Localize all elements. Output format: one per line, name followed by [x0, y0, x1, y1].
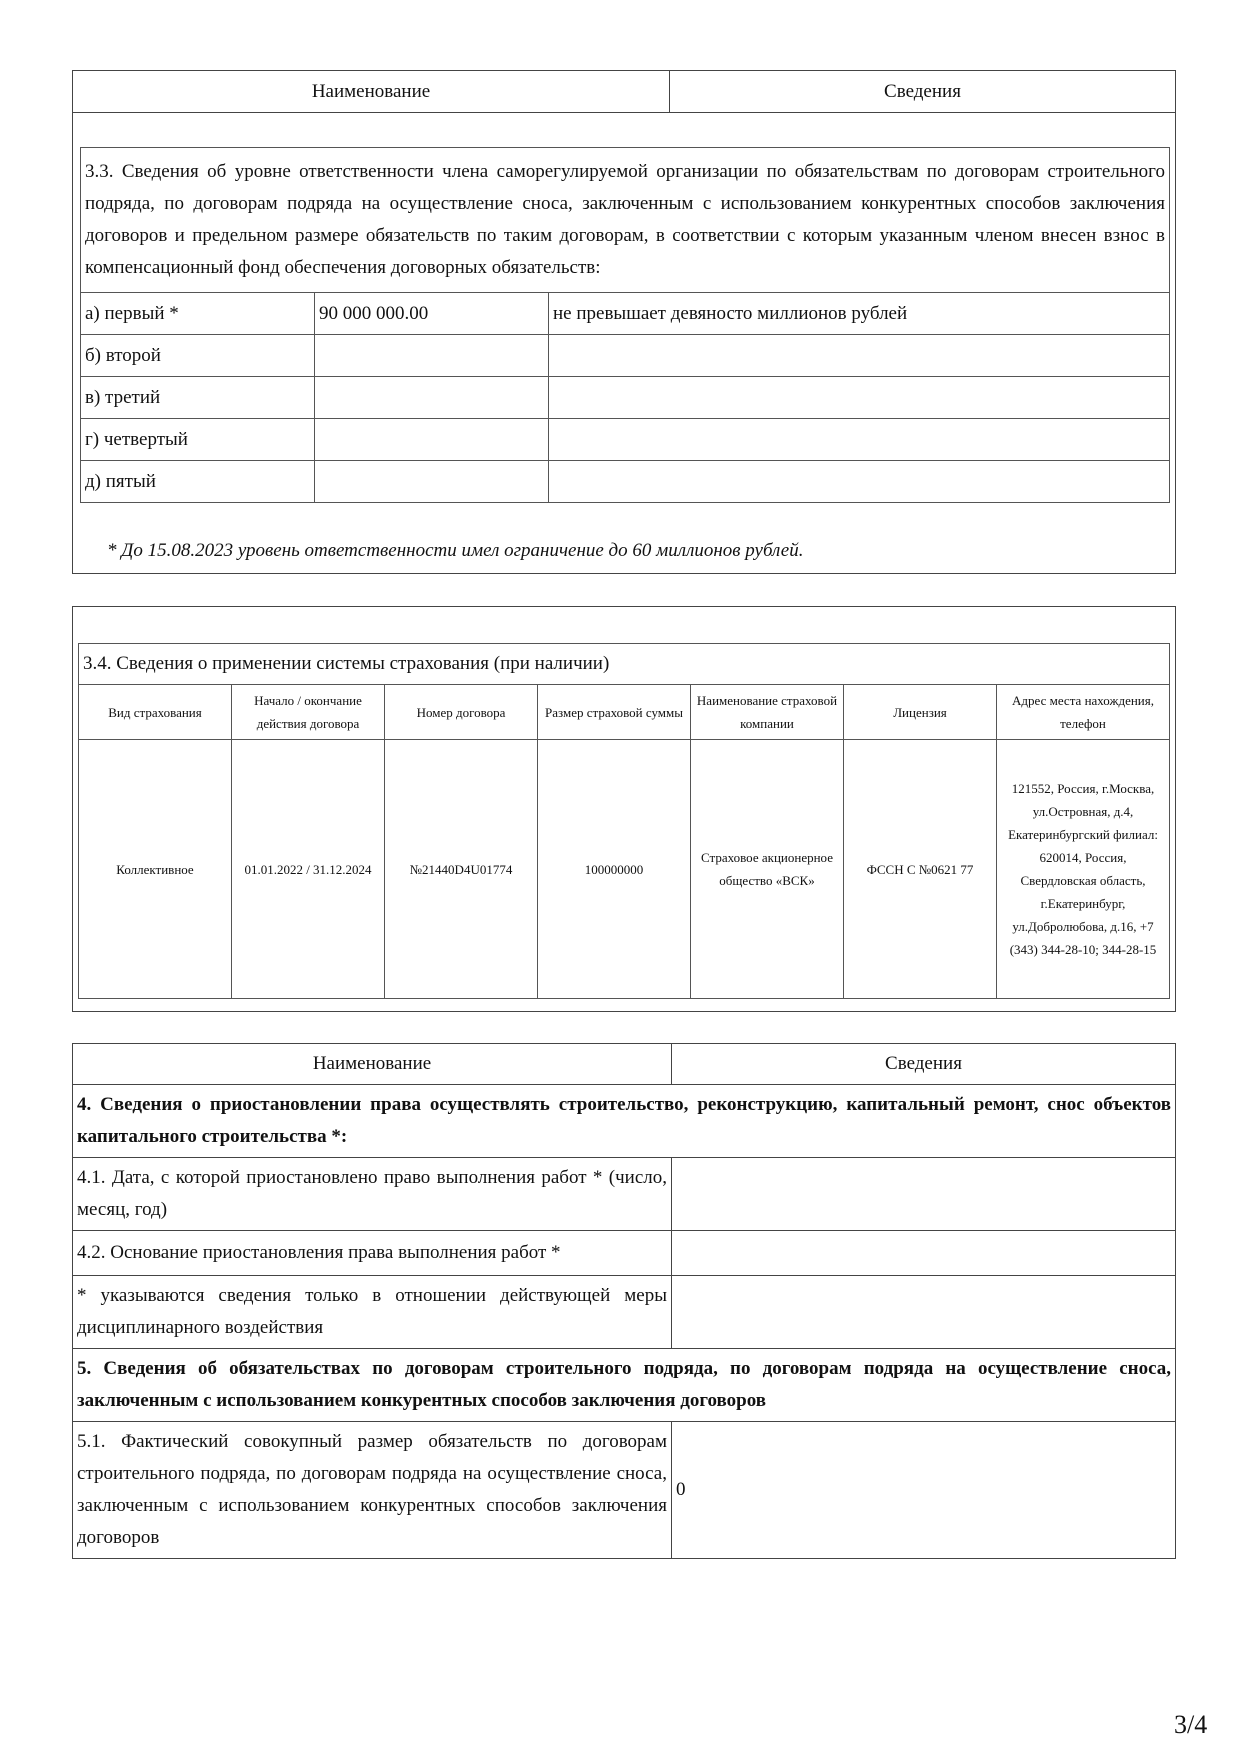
responsibility-footnote: * До 15.08.2023 уровень ответственности имел ограничение до 60 миллионов рублей.: [107, 540, 804, 561]
column-header: Лицензия: [844, 685, 997, 740]
column-header: Адрес места нахождения, телефон: [997, 685, 1170, 740]
insurance-type: Коллективное: [79, 740, 232, 999]
column-header: Номер договора: [385, 685, 538, 740]
insurer-name: Страховое акционерное общество «ВСК»: [691, 740, 844, 999]
table-row: [79, 685, 1170, 740]
header-info-col: Сведения: [670, 71, 1176, 113]
level-amount: [315, 335, 549, 377]
level-amount: 90 000 000.00: [315, 293, 549, 335]
level-amount: [315, 377, 549, 419]
obligations-total-value: 0: [672, 1422, 1176, 1559]
table-row: [73, 1044, 1176, 1085]
section-3-3-block: [72, 70, 1176, 574]
table-row: [73, 1158, 1176, 1231]
header-table: [72, 70, 1176, 113]
table-row: [79, 740, 1170, 999]
table-row: [81, 461, 1170, 503]
section-3-3-intro: 3.3. Сведения об уровне ответственности члена саморегулируемой организации по обязательствам по договорам строительного подряда, по договорам подряда на осуществление сноса, заключенным с использованием конкурентных способов заключения договоров и предельном размере обязательств по таким договорам, в соответствии с которым указанным членом внесен взнос в компенсационный фонд обеспечения договорных обязательств:: [81, 148, 1170, 293]
table-row: [81, 377, 1170, 419]
disciplinary-note: * указываются сведения только в отношении действующей меры дисциплинарного воздействия: [73, 1276, 672, 1349]
table-row: [73, 71, 1176, 113]
suspension-basis-value: [672, 1231, 1176, 1276]
suspension-date-value: [672, 1158, 1176, 1231]
suspension-basis-label: 4.2. Основание приостановления права выполнения работ *: [73, 1231, 672, 1276]
header-name-col: Наименование: [73, 1044, 672, 1085]
level-label: д) пятый: [81, 461, 315, 503]
level-text: [549, 335, 1170, 377]
responsibility-levels-table: [80, 147, 1170, 503]
table-row: [73, 1422, 1176, 1559]
insurer-address: 121552, Россия, г.Москва, ул.Островная, д.4, Екатеринбургский филиал: 620014, Россия, Свердловская область, г.Екатеринбург, ул.Добролюбова, д.16, +7 (343) 344-28-10; 344-28-15: [997, 740, 1170, 999]
disciplinary-note-value: [672, 1276, 1176, 1349]
header-info-col: Сведения: [672, 1044, 1176, 1085]
suspension-obligations-table: [72, 1043, 1176, 1559]
column-header: Наименование страховой компании: [691, 685, 844, 740]
suspension-date-label: 4.1. Дата, с которой приостановлено право выполнения работ * (число, месяц, год): [73, 1158, 672, 1231]
column-header: Вид страхования: [79, 685, 232, 740]
level-label: г) четвертый: [81, 419, 315, 461]
column-header: Размер страховой суммы: [538, 685, 691, 740]
contract-period: 01.01.2022 / 31.12.2024: [232, 740, 385, 999]
section-3-4-block: [72, 606, 1176, 1012]
table-row: [73, 1349, 1176, 1422]
table-row: [73, 1231, 1176, 1276]
insurance-table: [78, 643, 1170, 999]
level-text: [549, 461, 1170, 503]
table-row: [73, 1276, 1176, 1349]
level-amount: [315, 461, 549, 503]
table-row: [81, 335, 1170, 377]
level-label: а) первый *: [81, 293, 315, 335]
obligations-total-label: 5.1. Фактический совокупный размер обязательств по договорам строительного подряда, по договорам подряда на осуществление сноса, заключенным с использованием конкурентных способов заключения договоров: [73, 1422, 672, 1559]
table-row: [79, 644, 1170, 685]
page-number: 3/4: [1174, 1710, 1208, 1739]
license: ФССН С №0621 77: [844, 740, 997, 999]
table-row: [81, 148, 1170, 293]
header-name-col: Наименование: [73, 71, 670, 113]
level-text: не превышает девяносто миллионов рублей: [549, 293, 1170, 335]
table-row: [81, 419, 1170, 461]
insured-amount: 100000000: [538, 740, 691, 999]
level-text: [549, 377, 1170, 419]
section-4-title: 4. Сведения о приостановлении права осуществлять строительство, реконструкцию, капитальный ремонт, снос объектов капитального строительства *:: [73, 1085, 1176, 1158]
contract-number: №21440D4U01774: [385, 740, 538, 999]
column-header: Начало / окончание действия договора: [232, 685, 385, 740]
section-5-title: 5. Сведения об обязательствах по договорам строительного подряда, по договорам подряда на осуществление сноса, заключенным с использованием конкурентных способов заключения договоров: [73, 1349, 1176, 1422]
level-text: [549, 419, 1170, 461]
top-header: [72, 70, 1176, 113]
level-amount: [315, 419, 549, 461]
level-label: в) третий: [81, 377, 315, 419]
table-row: [73, 1085, 1176, 1158]
section-3-4-title: 3.4. Сведения о применении системы страхования (при наличии): [79, 644, 1170, 685]
level-label: б) второй: [81, 335, 315, 377]
table-row: [81, 293, 1170, 335]
section-4-5-block: [72, 1043, 1176, 1565]
